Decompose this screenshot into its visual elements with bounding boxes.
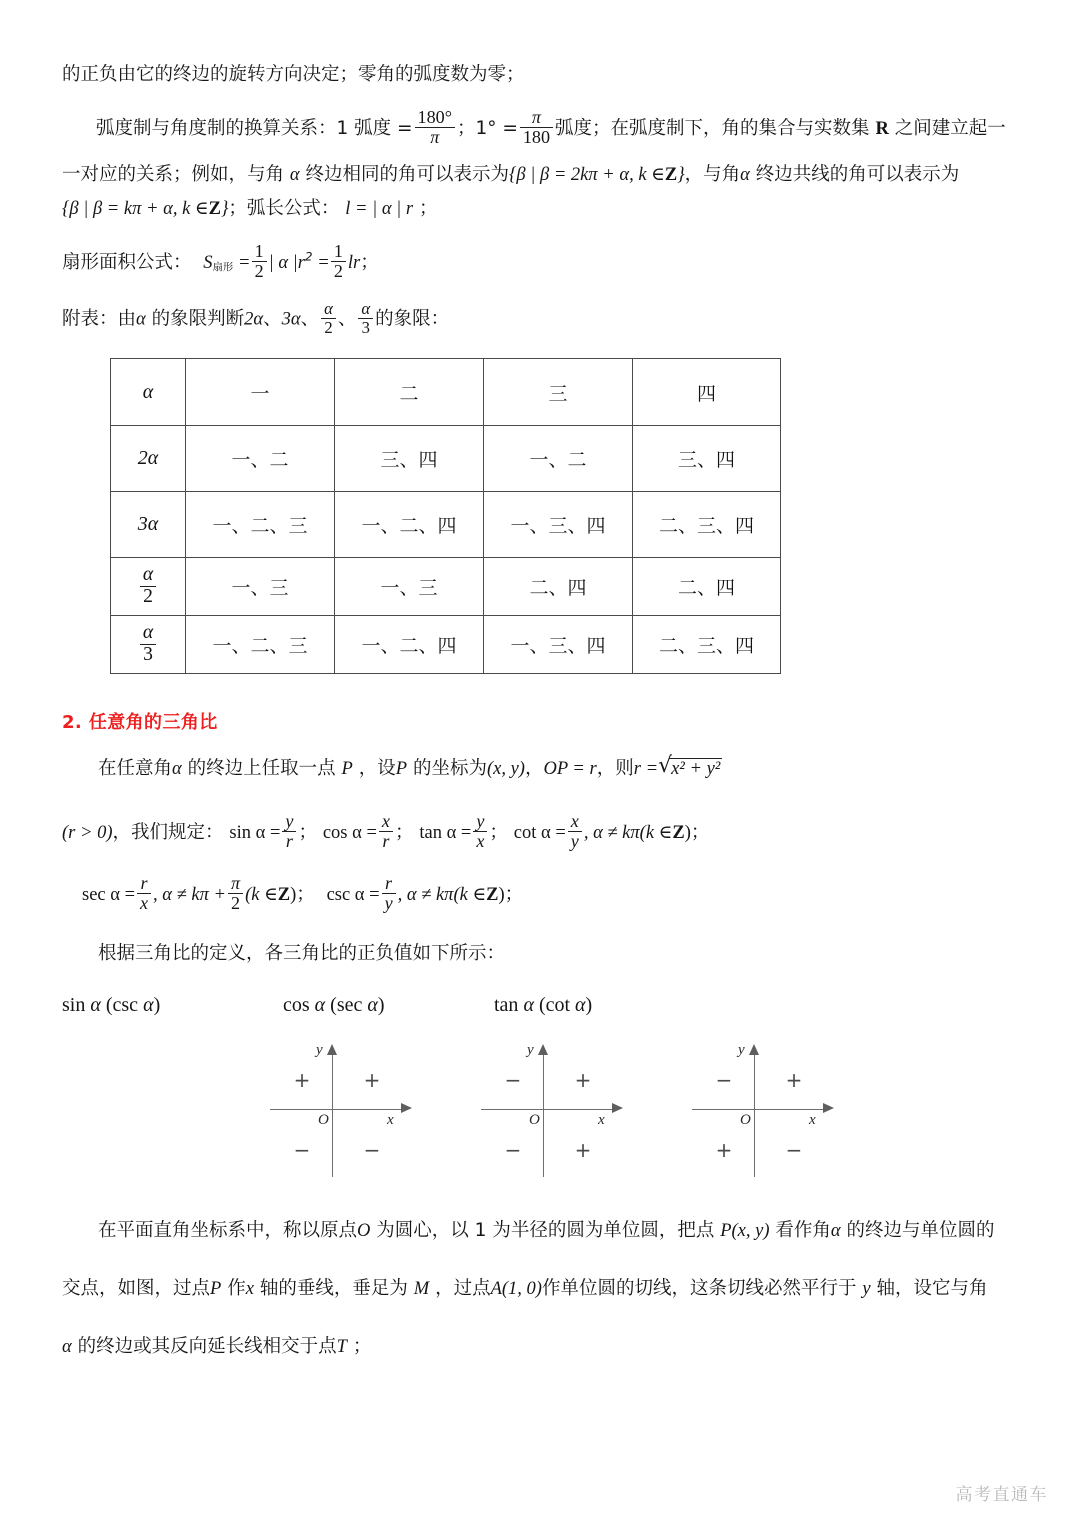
table-cell: 三、四 (335, 426, 484, 492)
table-cell: 四 (633, 359, 781, 426)
unitcircle-line-3: α 的终边或其反向延长线相交于点T ； (62, 1336, 372, 1357)
origin-label: O (318, 1112, 329, 1128)
signs-intro: 根据三角比的定义，各三角比的正负值如下所示： (98, 943, 506, 964)
intro-line-1 (62, 66, 525, 85)
table-cell: 一 (186, 359, 335, 426)
unitcircle-line-2: 交点，如图，过点P 作x 轴的垂线，垂足为 M ，过点A(1, 0)作单位圆的切线，这条切线必然平行于 y 轴，设它与角 (62, 1278, 988, 1299)
table-cell: 一、三、四 (484, 492, 633, 558)
y-axis-arrow-icon (327, 1044, 337, 1055)
table-cell: 一、二 (186, 426, 335, 492)
table-cell: 一、二 (484, 426, 633, 492)
intro-line-2: 弧度制与角度制的换算关系：1 弧度 = $\frac{180^\circ}{\pi}$ ；1° = $\frac{\pi}{180}$ 弧度；在弧度制下，角的集合与实数集 R 之间建立起一 (96, 107, 1006, 148)
cos-definition: cos α = (322, 822, 377, 843)
intro-line-3: 一对应的关系；例如，与角 α 终边相同的角可以表示为{β | β = 2kπ + α, k ∈Z}，与角α 终边共线的角可以表示为 (62, 164, 960, 185)
intro-line-4: {β | β = kπ + α, k ∈Z}；弧长公式： l = | α | r ； (62, 198, 438, 219)
table-cell: 三、四 (633, 426, 781, 492)
x-axis-arrow-icon (401, 1103, 412, 1113)
arc-length-formula: l = | α | r (345, 199, 414, 219)
row-header-3alpha: 3α (111, 492, 186, 558)
section-2-heading (62, 708, 218, 734)
sign-quadrant-3: − (504, 1138, 522, 1162)
x-axis-line (270, 1109, 404, 1110)
section-number: 2. (62, 712, 83, 733)
sign-diagram-sin (270, 1042, 420, 1177)
sign-quadrant-2: − (504, 1068, 522, 1092)
sign-quadrant-2: + (293, 1068, 311, 1092)
origin-label: O (740, 1112, 751, 1128)
table-row (111, 616, 781, 674)
y-axis-line (543, 1054, 544, 1177)
watermark: 高考直通车 (955, 1485, 1048, 1505)
sign-diagram-cos (481, 1042, 631, 1177)
appendix-line: 附表：由α 的象限判断2α、3α、 $\frac{\alpha}{2}$ 、 $\frac{\alpha}{3}$ 的象限： (62, 299, 450, 337)
table-row (111, 359, 781, 426)
x-axis-arrow-icon (612, 1103, 623, 1113)
sign-quadrant-1: + (785, 1068, 803, 1092)
y-axis-label: y (316, 1042, 323, 1058)
sector-S: S (203, 252, 213, 273)
set-R: R (875, 118, 889, 139)
table-cell: 三 (484, 359, 633, 426)
x-axis-line (692, 1109, 826, 1110)
row-header-2alpha: 2α (111, 426, 186, 492)
row-header-alpha: α (111, 359, 186, 426)
row-header-alpha-over-3: $\frac{\alpha}{3}$ (111, 616, 186, 674)
x-axis-arrow-icon (823, 1103, 834, 1113)
sign-quadrant-4: − (363, 1138, 381, 1162)
table-cell: 一、二、四 (335, 616, 484, 674)
table-cell: 二、三、四 (633, 492, 781, 558)
table-cell: 一、三 (335, 558, 484, 616)
frac-pi-180: $\frac{\pi}{180}$ (520, 108, 553, 147)
definition-line-1: 在任意角α 的终边上任取一点 P ，设P 的坐标为(x, y)，OP = r，则r = √ x² + y² (98, 758, 722, 779)
x-axis-label: x (809, 1112, 816, 1128)
definition-line-2: (r > 0)，我们规定： sin α = $\frac{y}{r}$ ； cos α = $\frac{x}{r}$ ； tan α = $\frac{y}{x}$ ； cot α = $\frac{x}{y}$ , α ≠ kπ(k ∈Z)； (62, 811, 710, 852)
sign-diagram-tan (692, 1042, 842, 1177)
y-axis-line (332, 1054, 333, 1177)
sqrt-radical: √ x² + y² (658, 758, 722, 779)
table-cell: 二、三、四 (633, 616, 781, 674)
table-cell: 二 (335, 359, 484, 426)
x-axis-label: x (598, 1112, 605, 1128)
frac-alpha-3-inline: $\frac{\alpha}{3}$ (358, 300, 373, 336)
quadrant-table (110, 358, 781, 674)
frac-half-1: $\frac{1}{2}$ (252, 242, 267, 281)
y-axis-arrow-icon (538, 1044, 548, 1055)
table-cell: 一、二、三 (186, 616, 335, 674)
y-axis-line (754, 1054, 755, 1177)
table-cell: 一、三 (186, 558, 335, 616)
y-axis-arrow-icon (749, 1044, 759, 1055)
sign-quadrant-3: + (715, 1138, 733, 1162)
sin-definition: sin α = (229, 822, 281, 843)
table-cell: 一、三、四 (484, 616, 633, 674)
table-row (111, 426, 781, 492)
section-title: 任意角的三角比 (88, 712, 218, 733)
sign-label-tan: tan α (cot α) (494, 994, 593, 1016)
y-axis-label: y (738, 1042, 745, 1058)
csc-definition: csc α = (326, 884, 380, 905)
table-cell: 一、二、四 (335, 492, 484, 558)
sector-area-line: 扇形面积公式： $S_{扇形}$ = $\frac{1}{2}$ | α $|r^2$ = $\frac{1}{2}$ lr； (62, 241, 379, 282)
sign-quadrant-2: − (715, 1068, 733, 1092)
x-axis-line (481, 1109, 615, 1110)
sign-label-cos: cos α (sec α) (283, 994, 385, 1016)
frac-half-2: $\frac{1}{2}$ (331, 242, 346, 281)
table-cell: 二、四 (633, 558, 781, 616)
point-A-1-0: A(1, 0) (490, 1279, 542, 1299)
x-axis-label: x (387, 1112, 394, 1128)
point-coordinates: (x, y) (486, 759, 525, 779)
table-row (111, 492, 781, 558)
row-header-alpha-over-2: $\frac{\alpha}{2}$ (111, 558, 186, 616)
table-row (111, 558, 781, 616)
sign-quadrant-1: + (363, 1068, 381, 1092)
table-cell: 一、二、三 (186, 492, 335, 558)
y-axis-label: y (527, 1042, 534, 1058)
sign-quadrant-3: − (293, 1138, 311, 1162)
tan-definition: tan α = (419, 822, 472, 843)
definition-line-3: sec α = $\frac{r}{x}$ , α ≠ kπ + $\frac{\pi}{2}$ (k ∈Z)； csc α = $\frac{r}{y}$ , α ≠ kπ(k ∈Z)； (82, 873, 524, 914)
unitcircle-line-1: 在平面直角坐标系中，称以原点O 为圆心，以 1 为半径的圆为单位圆，把点 P(x, y) 看作角α 的终边与单位圆的 (98, 1220, 995, 1241)
sign-quadrant-1: + (574, 1068, 592, 1092)
cot-definition: cot α = (513, 822, 566, 843)
sign-quadrant-4: + (574, 1138, 592, 1162)
origin-label: O (529, 1112, 540, 1128)
frac-alpha-2-inline: $\frac{\alpha}{2}$ (321, 300, 336, 336)
point-P-xy: P(x, y) (720, 1221, 770, 1241)
sign-quadrant-4: − (785, 1138, 803, 1162)
intro-line-1-text: 的正负由它的终边的旋转方向决定；零角的弧度数为零； (62, 64, 525, 85)
same-terminal-set: {β | β = 2kπ + α, k ∈ (509, 165, 665, 185)
collinear-set: {β | β = kπ + α, k ∈ (62, 199, 209, 219)
sign-label-sin: sin α (csc α) (62, 994, 161, 1016)
table-cell: 二、四 (484, 558, 633, 616)
frac-180-pi: $\frac{180^\circ}{\pi}$ (415, 108, 455, 147)
sec-definition: sec α = (82, 884, 135, 905)
